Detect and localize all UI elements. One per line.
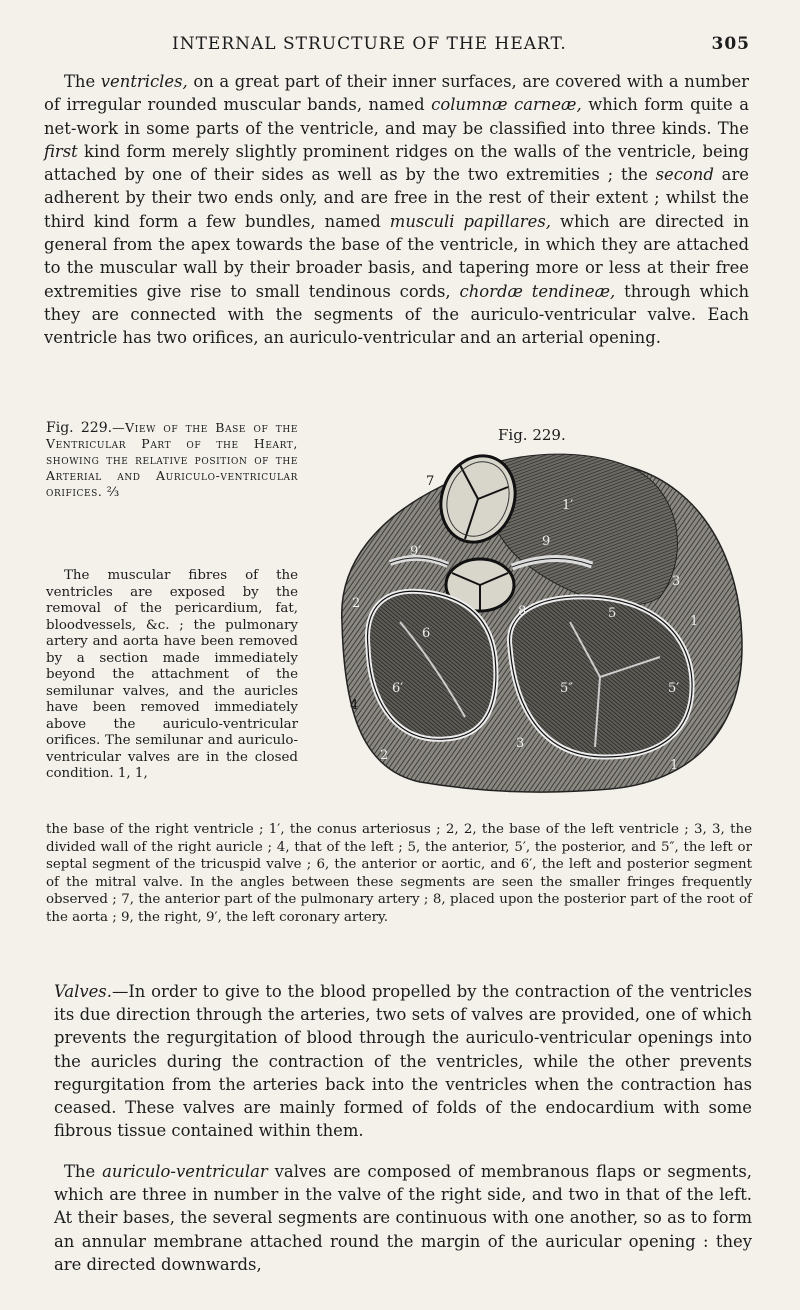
italic-term: chordæ tendineæ, (459, 281, 616, 301)
paragraph-valves (54, 980, 752, 1142)
running-header (62, 34, 750, 58)
label-9: 9 (542, 534, 551, 549)
label-5: 5 (608, 606, 617, 621)
italic-term: second (655, 165, 714, 185)
text-run: are adherent by their two ends only, and are free in the rest of their extent ; whilst the third kind form a few bundles, named (44, 165, 749, 231)
text-run: kind form merely slightly prominent ridges on the walls of the ventricle, being attached by one of their sides as well as by the two extremities ; the (44, 141, 749, 185)
figure-scale: ⅔ (106, 485, 120, 500)
label-7: 7 (426, 474, 435, 489)
label-3-top: 3 (672, 574, 681, 589)
label-1-bottom: 1 (670, 758, 679, 773)
italic-term: first (44, 141, 78, 161)
figure-caption-label: Fig. 229. (46, 420, 113, 436)
page-number: 305 (711, 34, 750, 54)
paragraph-ventricles (44, 70, 749, 350)
text-run: which are directed in general from the apex towards the base of the ventricle, in which they are attached to the muscular wall by their broader basis, and tapering more or less at their free extremities give rise to small tendinous cords, (44, 211, 749, 301)
text-run: valves are composed of membranous flaps or segments, which are three in number in the valve of the right side, and two in that of the left. At their bases, the several segments are continuous with one another, so as to form an annular membrane attached round the margin of the auricular opening : they are directed downwards, (54, 1162, 752, 1274)
label-1-prime: 1′ (562, 498, 574, 513)
italic-term: musculi papillares, (389, 211, 551, 231)
label-6: 6 (422, 626, 431, 641)
label-5-double-prime: 5″ (560, 681, 574, 696)
text-run: The (64, 72, 101, 91)
label-5-prime: 5′ (668, 681, 680, 696)
label-1-right: 1 (690, 614, 699, 629)
label-6-prime: 6′ (392, 681, 404, 696)
paragraph-auriculo-ventricular-valves (54, 1160, 752, 1276)
figure-description: The muscular fibres of the ventricles are exposed by the removal of the pericardium, fat, bloodvessels, &c. ; the pulmonary artery and aorta have been removed by a section made immediately beyond the attachment of the semilunar valves, and the auricles have been removed immediately above the auriculo-ventricular orifices. The semilunar and auriculo-ventricular valves are in the closed condition. 1, 1, (46, 568, 298, 781)
text-run: on a great part of their inner surfaces, are covered with a number of irregular rounded muscular bands, named (44, 72, 749, 115)
text-run: —In order to give to the blood propelled by the contraction of the ventricles its due direction through the arteries, two sets of valves are provided, one of which prevents the regurgitation of blood through the auriculo-ventricular openings into the auricles during the contraction of the ventricles, while the other prevents regurgitation from the arteries back into the ventricles when the contraction has ceased. These valves are mainly formed of folds of the endocardium with some fibrous tissue contained within them. (54, 982, 752, 1141)
figure-caption (46, 420, 298, 500)
italic-term: ventricles, (100, 72, 188, 91)
label-2-bottom: 2 (380, 748, 389, 763)
label-4: 4 (350, 698, 359, 713)
label-3-bottom: 3 (516, 736, 525, 751)
text-run: The (64, 1162, 103, 1181)
label-9-prime: 9′ (410, 544, 422, 559)
running-title: INTERNAL STRUCTURE OF THE HEART. (172, 34, 567, 54)
figure-caption-title (46, 420, 298, 500)
figure-description-continued: the base of the right ventricle ; 1′, the conus arteriosus ; 2, 2, the base of the left ventricle ; 3, 3, the divided wall of the right auricle ; 4, that of the left ; 5, the anterior, 5′, the posterior, and 5″, the left or septal segment of the tricuspid valve ; 6, the anterior or aortic, and 6′, the left and posterior segment of the mitral valve. In the angles between these segments are seen the smaller fringes frequently observed ; 7, the anterior part of the pulmonary artery ; 8, placed upon the posterior part of the root of the aorta ; 9, the right, 9′, the left coronary artery. (46, 822, 752, 925)
label-8: 8 (518, 604, 527, 619)
figure-caption-text: —View of the Base of the Ventricular Part of the Heart, showing the relative position of the Arterial and Auriculo-ventricular orifices. (46, 420, 298, 499)
italic-term: columnæ carneæ, (431, 95, 582, 115)
heart-base-illustration (330, 447, 750, 799)
italic-term: auriculo-ventricular (102, 1162, 268, 1181)
text-run: through which they are connected with the segments of the auriculo-ventricular valve. Each ventricle has two orifices, an auriculo-ventricular and an arterial opening. (44, 281, 750, 348)
italic-heading: Valves. (54, 982, 112, 1001)
label-2-left: 2 (352, 596, 361, 611)
text-run: which form quite a net-work in some parts of the ventricle, and may be classified into three kinds. The (44, 95, 749, 138)
figure-label: Fig. 229. (498, 426, 566, 444)
